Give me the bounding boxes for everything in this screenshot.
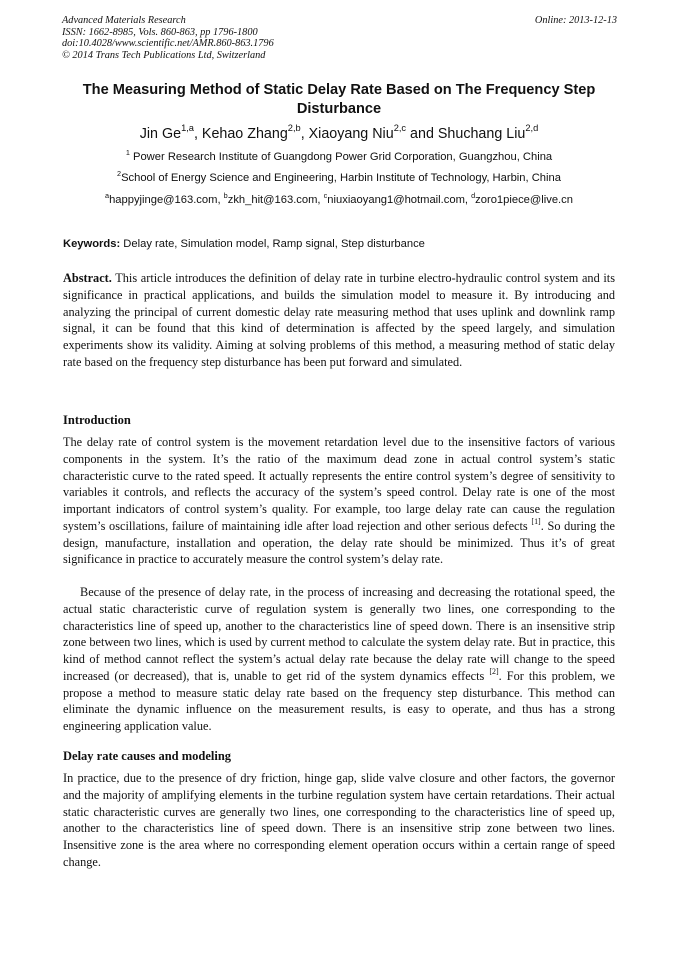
email-text: happyjinge@163.com, [109,194,224,206]
journal-name: Advanced Materials Research [62,15,186,26]
citation: [2] [489,666,499,676]
introduction-heading: Introduction [63,413,131,427]
author-sep: , [300,126,309,142]
email-sup: b [223,190,228,200]
introduction-paragraph-1 [63,434,615,568]
author-sep: , [193,126,202,142]
paragraph-text: Because of the presence of delay rate, in the process of increasing and decreasing the rotational speed, the actual static characteristic curve of regulation system is generally two lines, one corresponding to the characteristics line of speed up, another to the characteristics line of speed down. There is an insensitive strip zone between two lines, which is used by current method to calculate the system delay rate. But in practice, this kind of method cannot reflect the system’s actual delay rate because the delay rate will change to the speed increased (or decreased), that is, unable to get rid of the system dynamics effects [63,585,615,683]
copyright-line: © 2014 Trans Tech Publications Ltd, Switzerland [62,49,266,61]
author-name: Xiaoyang Niu [308,126,394,142]
affiliation-2 [40,168,638,185]
affiliation-1 [40,147,638,164]
author-sup: 2,d [525,123,539,134]
issn-line: ISSN: 1662-8985, Vols. 860-863, pp 1796-1800 [62,26,258,38]
email-line [40,190,638,207]
affiliation-text: School of Energy Science and Engineering, Harbin Institute of Technology, Harbin, China [121,172,561,184]
paragraph-text: The delay rate of control system is the movement retardation level due to the insensitive factors of various components in the system. It’s the ratio of the maximum dead zone in actual control system’s static characteristic curve to the rated speed. It actually represents the entire control system’s degree of sensitivity to variables it controls, and reflects the accuracy of the system’s speed control. Delay rate is one of the most important indicators of control system’s quality. For example, too large delay rate can cause the regulation system’s oscillations, failure of maintaining idle after load rejection and other serious defects [63,435,615,533]
email-text: niuxiaoyang1@hotmail.com, [327,194,472,206]
affiliation-text: Power Research Institute of Guangdong Power Grid Corporation, Guangzhou, China [129,151,553,163]
author-name: Kehao Zhang [201,126,288,142]
causes-paragraph-1: In practice, due to the presence of dry friction, hinge gap, slide valve closure and other factors, the governor and the majority of amplifying elements in the turbine regulation system have certain retardations. Their actual static characteristic curves are generally two lines, one corresponding to the characteristics line of speed up, another to the characteristics line of speed down. There is an insensitive strip zone between two lines. Insensitive zone is the area where no corresponding element operation occurs within a certain range of speed change. [63,771,615,869]
author-name: Shuchang Liu [437,126,526,142]
citation: [1] [531,516,541,526]
author-sup: 2,c [393,123,407,134]
journal-header [62,15,617,61]
author-list [66,125,612,143]
author-sep: and [406,126,438,142]
author-name: Jin Ge [139,126,182,142]
author-sup: 2,b [287,123,301,134]
paragraph-text: . So during the design, manufacture, installation and operation, the delay rate should be minimized. Thus it’s of great significance in practice to accurately measure the control system’s delay rate. [63,518,615,567]
abstract-label: Abstract. [63,271,112,285]
email-text: zoro1piece@live.cn [475,194,573,206]
affiliation-sup: 1 [125,147,130,157]
affiliation-sup: 2 [117,168,122,178]
author-sup: 1,a [181,123,194,134]
doi-line: doi:10.4028/www.scientific.net/AMR.860-863.1796 [62,38,274,50]
email-sup: d [471,190,476,200]
online-date: Online: 2013-12-13 [534,15,617,26]
paragraph-text: . For this problem, we propose a method to measure static delay rate based on the frequency step disturbance. This method can eliminate the dynamic influence on the measurement results, is easy to operate, and thus has a strong engineering application value. [63,668,615,733]
introduction-paragraph-2 [63,584,615,735]
abstract-text: This article introduces the definition of delay rate in turbine electro-hydraulic control system and its significance in practical applications, and builds the simulation model to measure it. By introducing and analyzing the principal of current domestic delay rate measuring method that uses uplink and downlink ramp signal, it can be found that this kind of determination is affected by the speed largely, and simulation experiments show its validity. Aiming at solving problems of this method, a measuring method of static delay rate based on the frequency step disturbance has been put forward and simulated. [63,271,615,369]
causes-heading: Delay rate causes and modeling [63,749,232,763]
email-sup: c [323,190,328,200]
keywords-label: Keywords: [63,238,121,250]
paper-title: The Measuring Method of Static Delay Rate Based on The Frequency Step Disturbance [82,82,596,117]
email-sup: a [105,190,110,200]
email-text: zkh_hit@163.com, [227,194,324,206]
keywords [63,237,615,251]
keywords-text: Delay rate, Simulation model, Ramp signal, Step disturbance [120,238,425,250]
abstract [63,270,615,371]
